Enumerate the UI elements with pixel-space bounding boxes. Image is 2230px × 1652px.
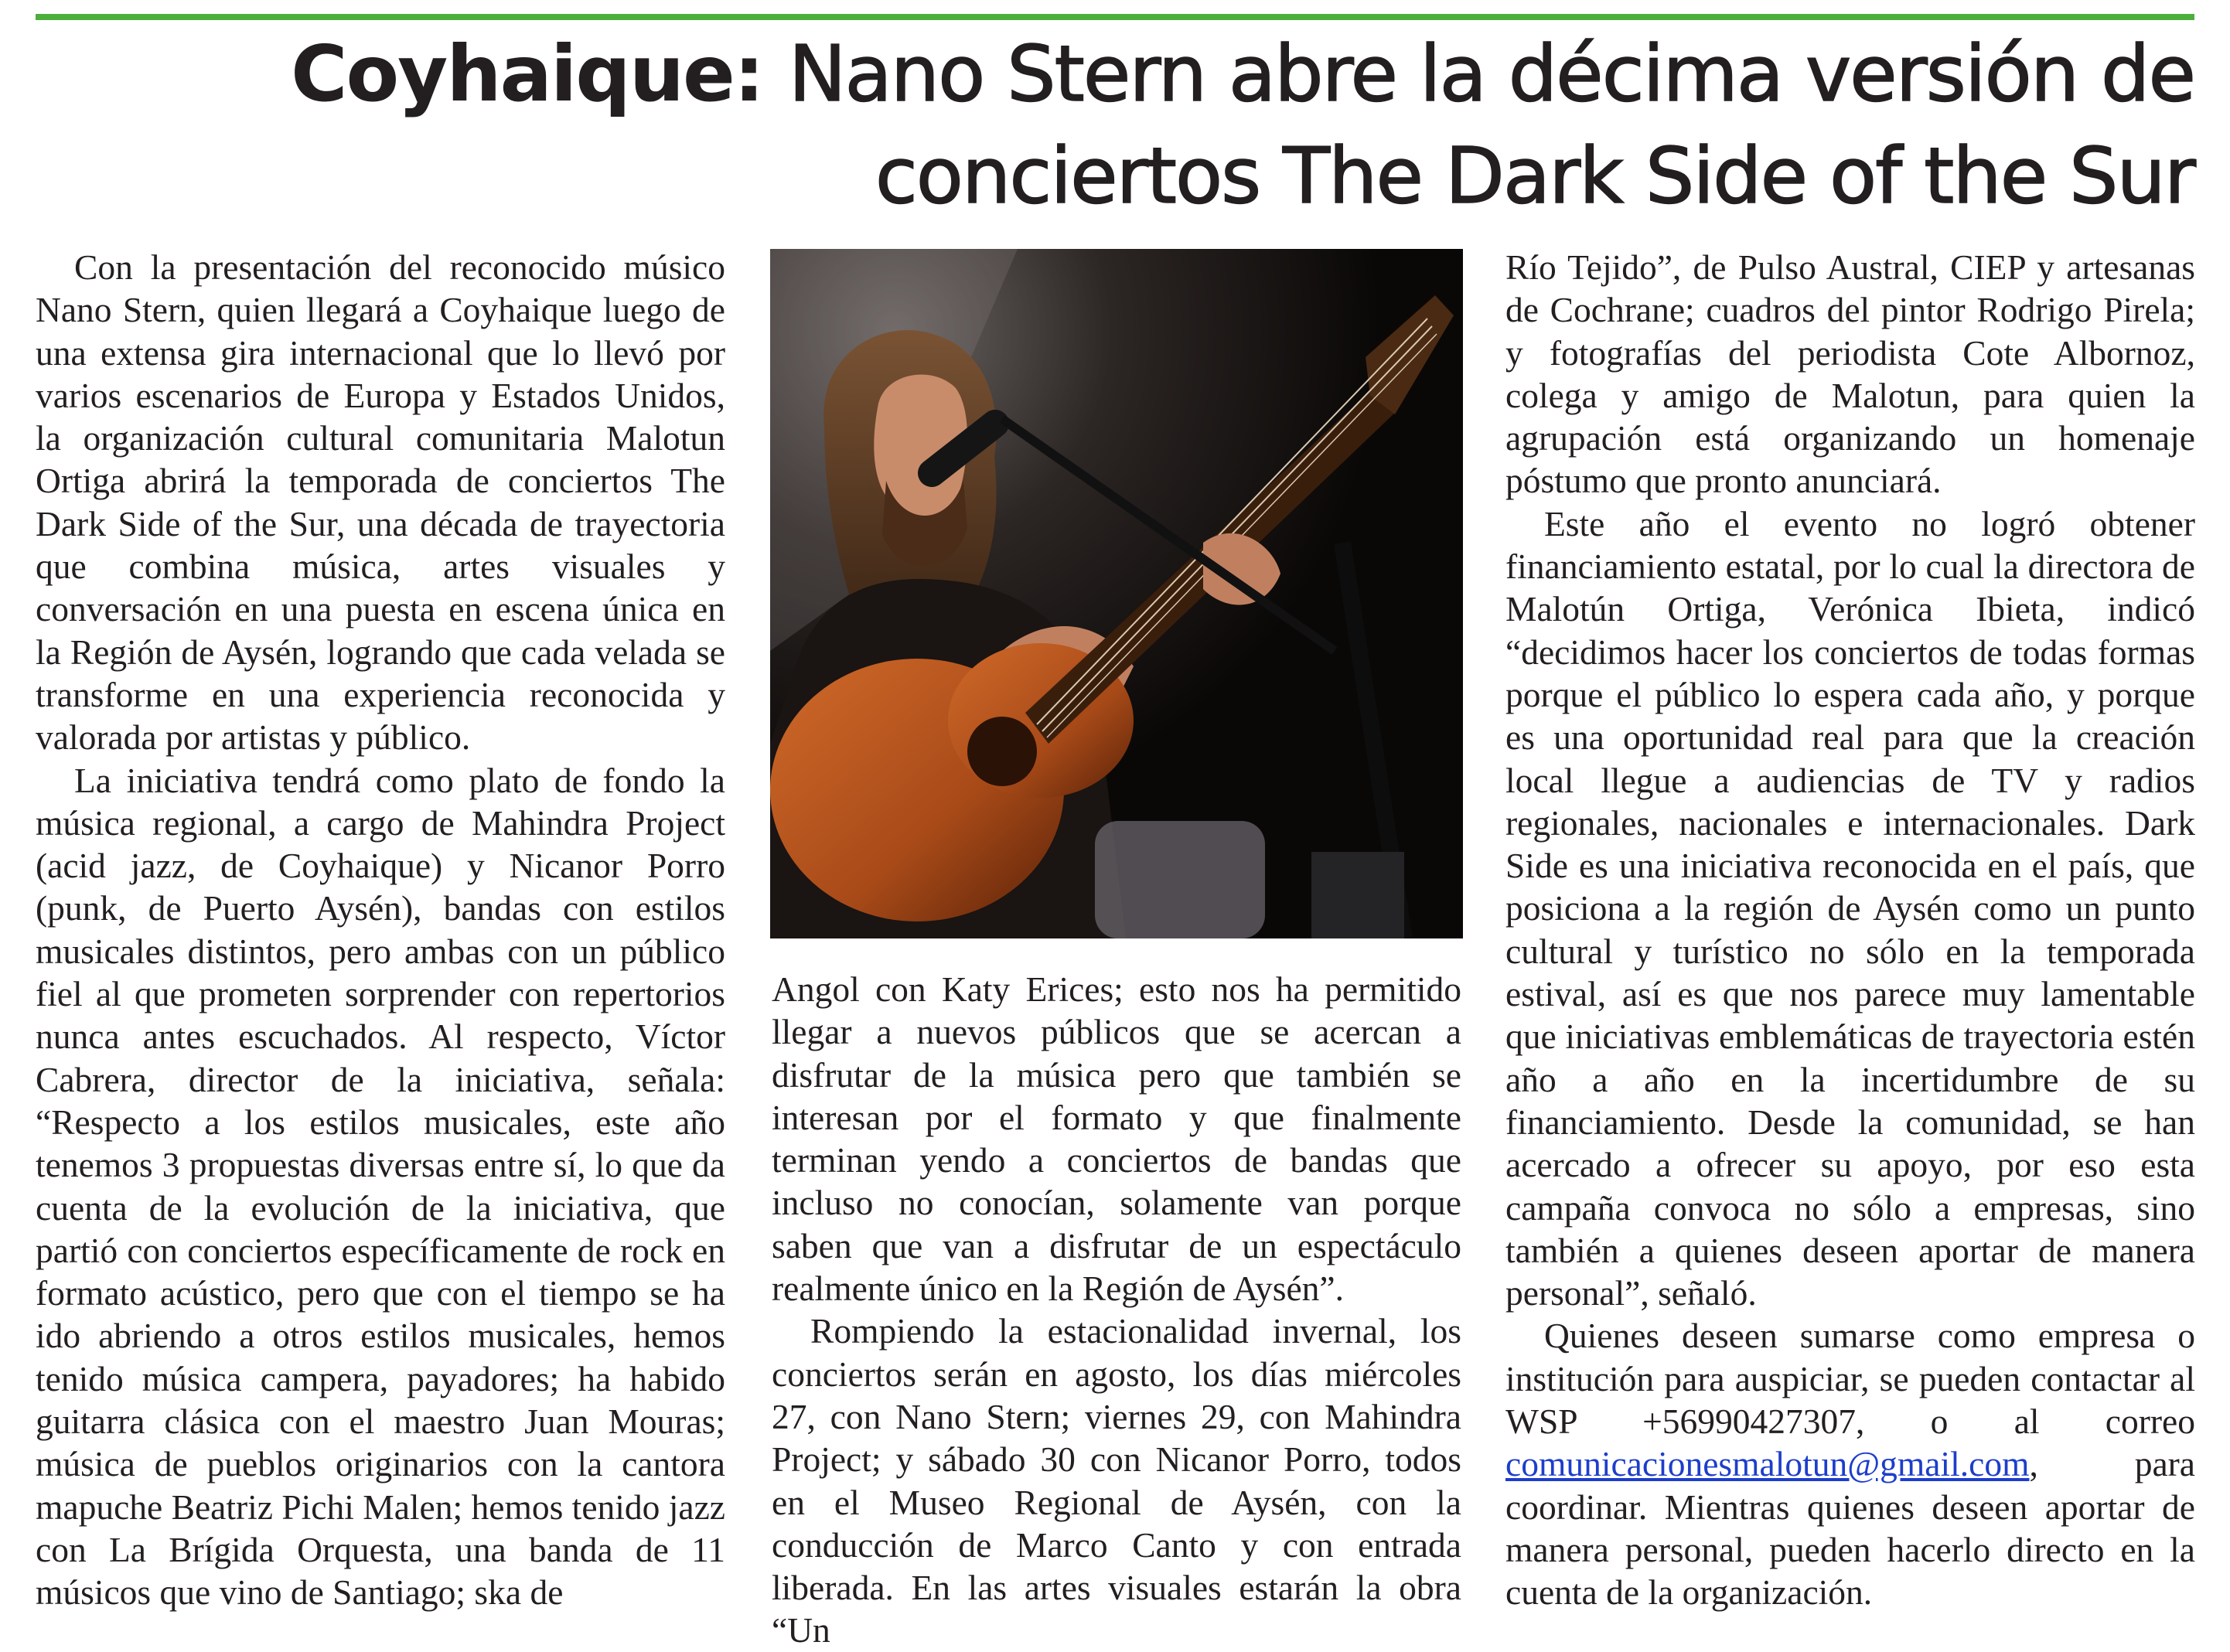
- article-column-1: [36, 246, 725, 1614]
- paragraph: Con la presentación del reconocido músico Nano Stern, quien llegará a Coyhaique luego de una extensa gira internacional que lo llevó por varios escenarios de Europa y Estados Unidos, la organización cultural comunitaria Malotun Ortiga abrirá la temporada de conciertos The Dark Side of the Sur, una década de trayectoria que combina música, artes visuales y conversación en una puesta en escena única en la Región de Aysén, logrando que cada velada se transforme en una experiencia reconocida y valorada por artistas y público.: [36, 247, 725, 758]
- paragraph: Río Tejido”, de Pulso Austral, CIEP y artesanas de Cochrane; cuadros del pintor Rodrigo Pirela; y fotografías del periodista Cote Albornoz, colega y amigo de Malotun, para quien la agrupación está organizando un homenaje póstumo que pronto anunciará.: [1505, 247, 2195, 501]
- headline-kicker: Coyhaique:: [291, 29, 763, 119]
- top-rule: [36, 14, 2194, 20]
- paragraph: Angol con Katy Erices; esto nos ha permitido llegar a nuevos públicos que se acercan a disfrutar de la música pero que también se interesan por el formato y que finalmente terminan yendo a conciertos de bandas que incluso no conocían, solamente van porque saben que van a disfrutar de un espectáculo realmente único en la Región de Aysén”.: [772, 969, 1461, 1309]
- paragraph: La iniciativa tendrá como plato de fondo la música regional, a cargo de Mahindra Project (acid jazz, de Coyhaique) y Nicanor Porro (punk, de Puerto Aysén), bandas con estilos musicales distintos, pero ambas con un público fiel al que prometen sorprender con repertorios nunca antes escuchados. Al respecto, Víctor Cabrera, director de la iniciativa, señala: “Respecto a los estilos musicales, este año tenemos 3 propuestas diversas entre sí, lo que da cuenta de la evolución de la iniciativa, que partió con conciertos específicamente de rock en formato acústico, pero que con el tiempo se ha ido abriendo a otros estilos musicales, hemos tenido música campera, payadores; ha habido guitarra clásica con el maestro Juan Mouras; música de pueblos originarios con la cantora mapuche Beatriz Pichi Malen; hemos tenido jazz con La Brígida Orquesta, una banda de 11 músicos que vino de Santiago; ska de: [36, 760, 726, 1613]
- paragraph-text: , para coordinar. Mientras quienes deseen aportar de manera personal, pueden hacerlo directo en la cuenta de la organización.: [1505, 1444, 2195, 1613]
- paragraph: Rompiendo la estacionalidad invernal, los conciertos serán en agosto, los días miércoles 27, con Nano Stern; viernes 29, con Mahindra Project; y sábado 30 con Nicanor Porro, todos en el Museo Regional de Aysén, con la conducción de Marco Canto y con entrada liberada. En las artes visuales estarán la obra “Un: [772, 1311, 1461, 1650]
- paragraph: Este año el evento no logró obtener financiamiento estatal, por lo cual la directora de Malotún Ortiga, Verónica Ibieta, indicó “decidimos hacer los conciertos de todas formas porque el público lo espera cada año, y porque es una oportunidad real para que la creación local llegue a audiencias de TV y radios regionales, nacionales e internacionales. Dark Side es una iniciativa reconocida en el país, que posiciona a la región de Aysén como un punto cultural y turístico no sólo en la temporada estival, así es que nos parece muy lamentable que iniciativas emblemáticas de trayectoria estén año a año en la incertidumbre de su financiamiento. Desde la comunidad, se han acercado a ofrecer su apoyo, por eso esta campaña convoca no sólo a empresas, sino también a quienes deseen aportar de manera personal”, señaló.: [1505, 503, 2195, 1313]
- email-link[interactable]: comunicacionesmalotun@gmail.com: [1505, 1444, 2030, 1484]
- article-column-2: [772, 968, 1461, 1652]
- article-column-3: [1505, 246, 2195, 1614]
- paragraph: [1505, 1314, 2195, 1613]
- headline-title: Nano Stern abre la décima versión de conciertos The Dark Side of the Sur: [788, 29, 2194, 221]
- paragraph-text: Quienes deseen sumarse como empresa o institución para auspiciar, se pueden contactar al WSP +56990427307, o al correo: [1505, 1316, 2195, 1442]
- headline: [46, 23, 2194, 227]
- article-photo: [770, 249, 1463, 938]
